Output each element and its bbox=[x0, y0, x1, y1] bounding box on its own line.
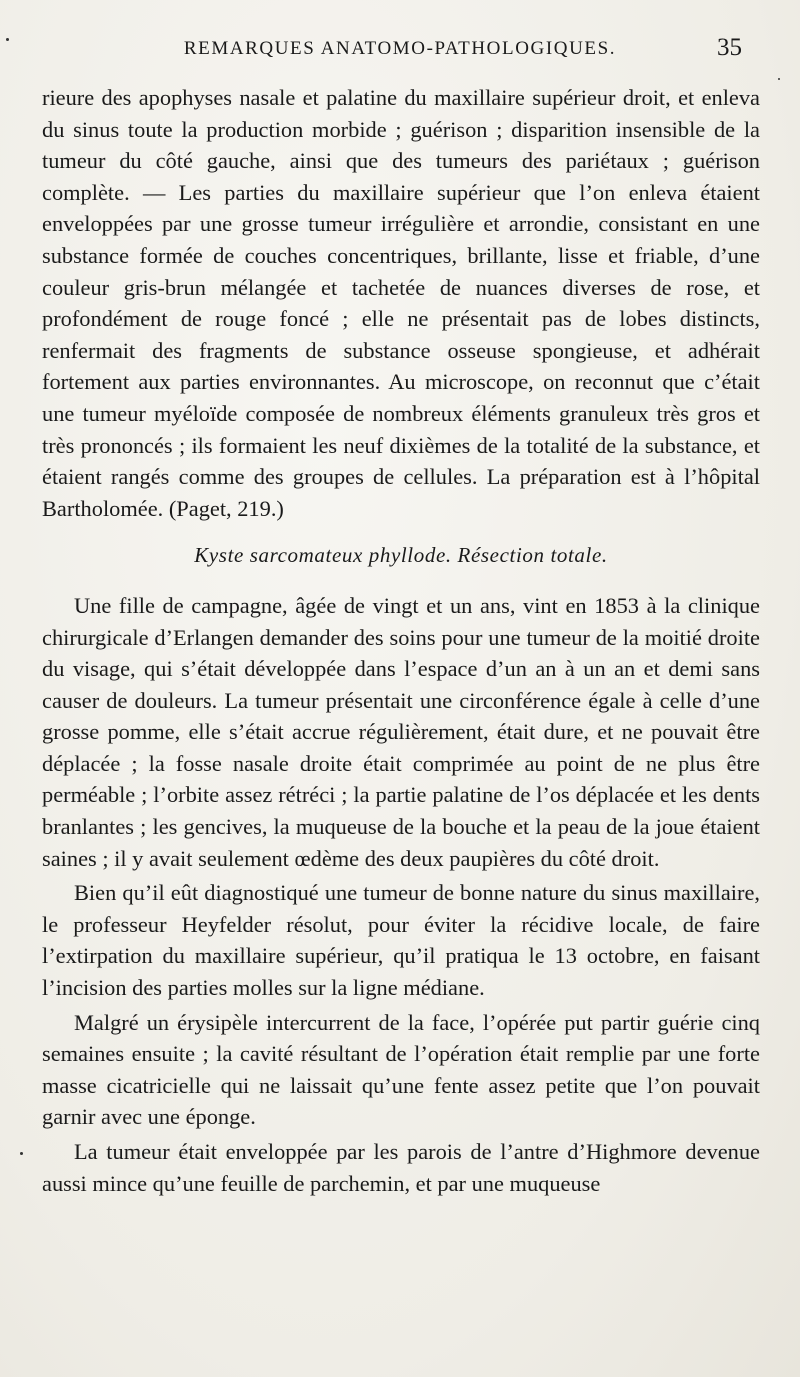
body-text bbox=[42, 82, 760, 1199]
paragraph-operation: Bien qu’il eût diagnostiqué une tumeur de bonne nature du sinus maxillaire, le professeur Heyfelder résolut, pour éviter la récidive locale, de faire l’extirpation du maxillaire supérieur, qu’il pratiqua le 13 octobre, en faisant l’incision des parties molles sur la ligne médiane. bbox=[42, 880, 760, 1001]
paragraph-tumor-description: La tumeur était enveloppée par les parois de l’antre d’Highmore devenue aussi mince qu’une feuille de parchemin, et par une muqueuse bbox=[42, 1139, 760, 1196]
paragraph-continued: rieure des apophyses nasale et palatine du maxillaire supérieur droit, et enleva du sinus toute la production morbide ; guérison ; disparition insensible de la tumeur du côté gauche, ainsi que des tumeurs des pariétaux ; guérison complète. — Les parties du maxillaire supérieur que l’on enleva étaient enveloppées par une grosse tumeur irrégulière et arrondie, consistant en une substance formée de couches concentriques, brillante, lisse et friable, d’une couleur gris-brun mélangée et tachetée de nuances diverses de rose, et profondément de rouge foncé ; elle ne présentait pas de lobes distincts, renfermait des fragments de substance osseuse spongieuse, et adhérait fortement aux parties environnantes. Au microscope, on reconnut que c’était une tumeur myéloïde composée de nombreux éléments granuleux très gros et très prononcés ; ils formaient les neuf dixièmes de la totalité de la substance, et étaient rangés comme des groupes de cellules. La préparation est à l’hôpital Bartholomée. (Paget, 219.) bbox=[42, 85, 760, 521]
print-speck bbox=[20, 1152, 23, 1155]
print-speck bbox=[778, 78, 780, 80]
section-title: Kyste sarcomateux phyllode. Résection totale. bbox=[194, 543, 608, 568]
page-number: 35 bbox=[717, 34, 742, 61]
print-speck bbox=[6, 38, 9, 41]
paragraph-recovery: Malgré un érysipèle intercurrent de la face, l’opérée put partir guérie cinq semaines ensuite ; la cavité résultant de l’opération était remplie par une forte masse cicatricielle qui ne laissait qu’une fente assez petite que l’on pouvait garnir avec une éponge. bbox=[42, 1009, 760, 1130]
page-header bbox=[40, 30, 760, 70]
paragraph-case-history: Une fille de campagne, âgée de vingt et un ans, vint en 1853 à la clinique chirurgicale d’Erlangen demander des soins pour une tumeur de la moitié droite du visage, qui s’était développée dans l’espace d’un an à un an et demi sans causer de douleurs. La tumeur présentait une circonférence égale à celle d’une grosse pomme, elle s’était accrue régulièrement, était dure, et ne pouvait être déplacée ; la fosse nasale droite était comprimée au point de ne plus être perméable ; l’orbite assez rétréci ; la partie palatine de l’os déplacée et les dents branlantes ; les gencives, la muqueuse de la bouche et la peau de la joue étaient saines ; il y avait seulement œdème des deux paupières du côté droit. bbox=[42, 592, 760, 871]
running-head: REMARQUES ANATOMO-PATHOLOGIQUES. bbox=[183, 38, 617, 59]
